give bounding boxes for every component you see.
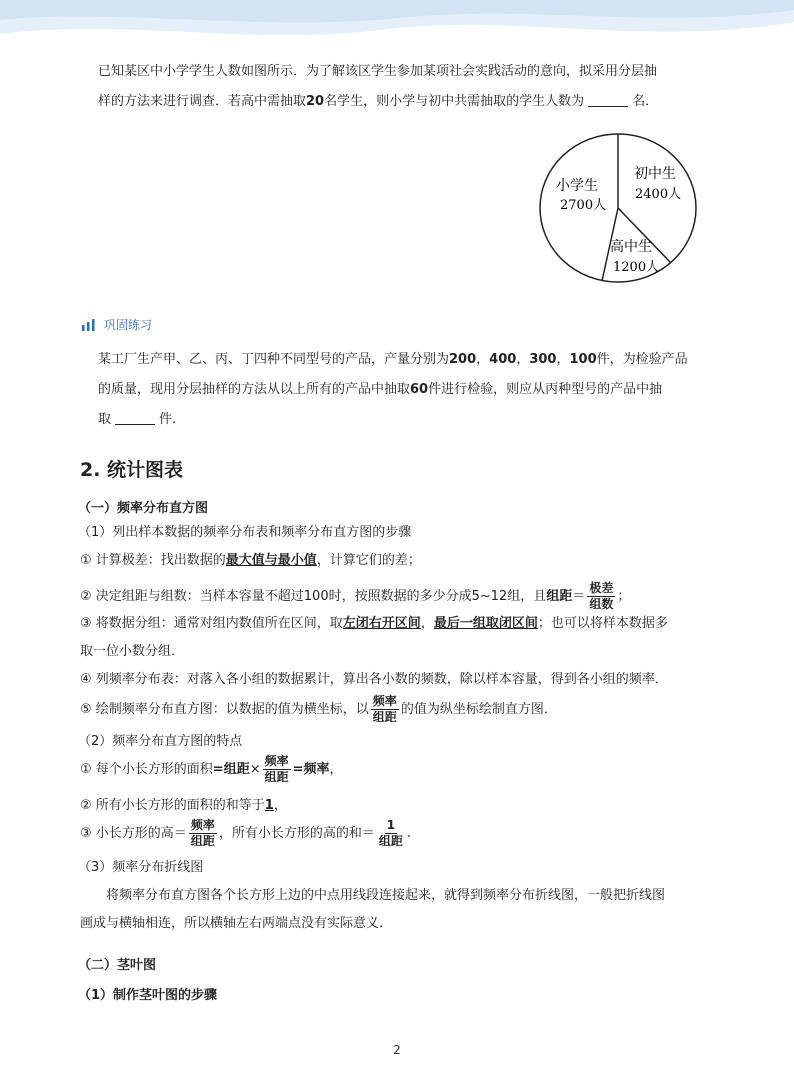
- polyline-text-line2: 画成与横轴相连，所以横轴左右两端点没有实际意义．: [80, 916, 393, 931]
- step-1: ① 计算极差：找出数据的最大值与最小值，计算它们的差；: [80, 553, 421, 568]
- polyline-heading: （3）频率分布折线图: [78, 860, 204, 875]
- problem1-line2: 样的方法来进行调查．若高中需抽取20名学生，则小学与初中共需抽取的学生人数为 名．: [98, 94, 659, 109]
- step-heading: （1）列出样本数据的频率分布表和频率分布直方图的步骤: [78, 525, 412, 540]
- fraction-frequency-over-width: $\frac{\text{频率}}{\text{组距}}$: [190, 818, 215, 848]
- slice-label-primary: 小学生: [556, 178, 598, 194]
- slice-label-high: 高中生: [610, 239, 652, 255]
- stem-leaf-step-heading: （1）制作茎叶图的步骤: [78, 988, 218, 1003]
- fraction-frequency-over-width: $\frac{\text{频率}}{\text{组距}}$: [264, 754, 289, 784]
- answer-blank[interactable]: [115, 410, 155, 425]
- problem2-line2: 的质量，现用分层抽样的方法从以上所有的产品中抽取60件进行检验，则应从丙种型号的产品中抽: [98, 382, 663, 397]
- polyline-text-line1: 将频率分布直方图各个长方形上边的中点用线段连接起来，就得到频率分布折线图，一般把折线图: [106, 888, 666, 903]
- student-pie-chart: [538, 132, 698, 284]
- page-number: 2: [393, 1043, 401, 1057]
- step-3: ③ 将数据分组：通常对组内数值所在区间，取左闭右开区间，最后一组取闭区间；也可以将样本数据多: [80, 616, 668, 631]
- fraction-frequency-over-width: $\frac{\text{频率}}{\text{组距}}$: [372, 694, 397, 724]
- slice-value-high: 1200人: [613, 260, 660, 275]
- header-wave-decoration: [0, 0, 794, 60]
- practice-title: 巩固练习: [104, 318, 153, 332]
- problem2-line1: 某工厂生产甲、乙、丙、丁四种不同型号的产品，产量分别为200，400，300，100件，为检验产品: [98, 352, 688, 367]
- problem1-line1: 已知某区中小学学生人数如图所示．为了解该区学生参加某项社会实践活动的意向，拟采用分层抽: [98, 64, 658, 79]
- step-4: ④ 列频率分布表：对落入各小组的数据累计，算出各小数的频数，除以样本容量，得到各小组的频率．: [80, 672, 668, 687]
- step-3-continued: 取一位小数分组．: [80, 644, 185, 659]
- answer-blank[interactable]: [588, 92, 628, 107]
- fraction-one-over-width: $\frac{1}{\text{组距}}$: [378, 818, 403, 848]
- bar-chart-icon: [82, 319, 96, 331]
- slice-value-primary: 2700人: [560, 198, 607, 213]
- subsection-title-histogram: （一）频率分布直方图: [78, 501, 209, 516]
- feature-2: ② 所有小长方形的面积的和等于1，: [80, 798, 287, 813]
- fraction-range-over-groups: $\frac{\text{极差}}{\text{组数}}$: [589, 581, 614, 611]
- feature-3: ③ 小长方形的高＝ $\frac{\text{频率}}{\text{组距}}$ ，所有小长方形的高的和＝ $\frac{1}{\text{组距}}$ .: [80, 818, 412, 848]
- features-heading: （2）频率分布直方图的特点: [78, 734, 243, 749]
- practice-header: [82, 316, 152, 333]
- subsection-title-stem-leaf: （二）茎叶图: [78, 958, 157, 973]
- step-2: ② 决定组距与组数：当样本容量不超过100时，按照数据的多少分成5~12组，且组距＝ $\frac{\text{极差}}{\text{组数}}$ ；: [80, 581, 631, 611]
- problem2-line3: 取 件．: [98, 412, 186, 427]
- slice-value-middle: 2400人: [635, 187, 682, 202]
- step-5: ⑤ 绘制频率分布直方图：以数据的值为横坐标，以 $\frac{\text{频率}}{\text{组距}}$ 的值为纵坐标绘制直方图．: [80, 694, 557, 724]
- feature-1: ① 每个小长方形的面积=组距× $\frac{\text{频率}}{\text{组距}}$ =频率，: [80, 754, 343, 784]
- section-title: 2. 统计图表: [80, 459, 184, 481]
- slice-label-middle: 初中生: [634, 166, 676, 182]
